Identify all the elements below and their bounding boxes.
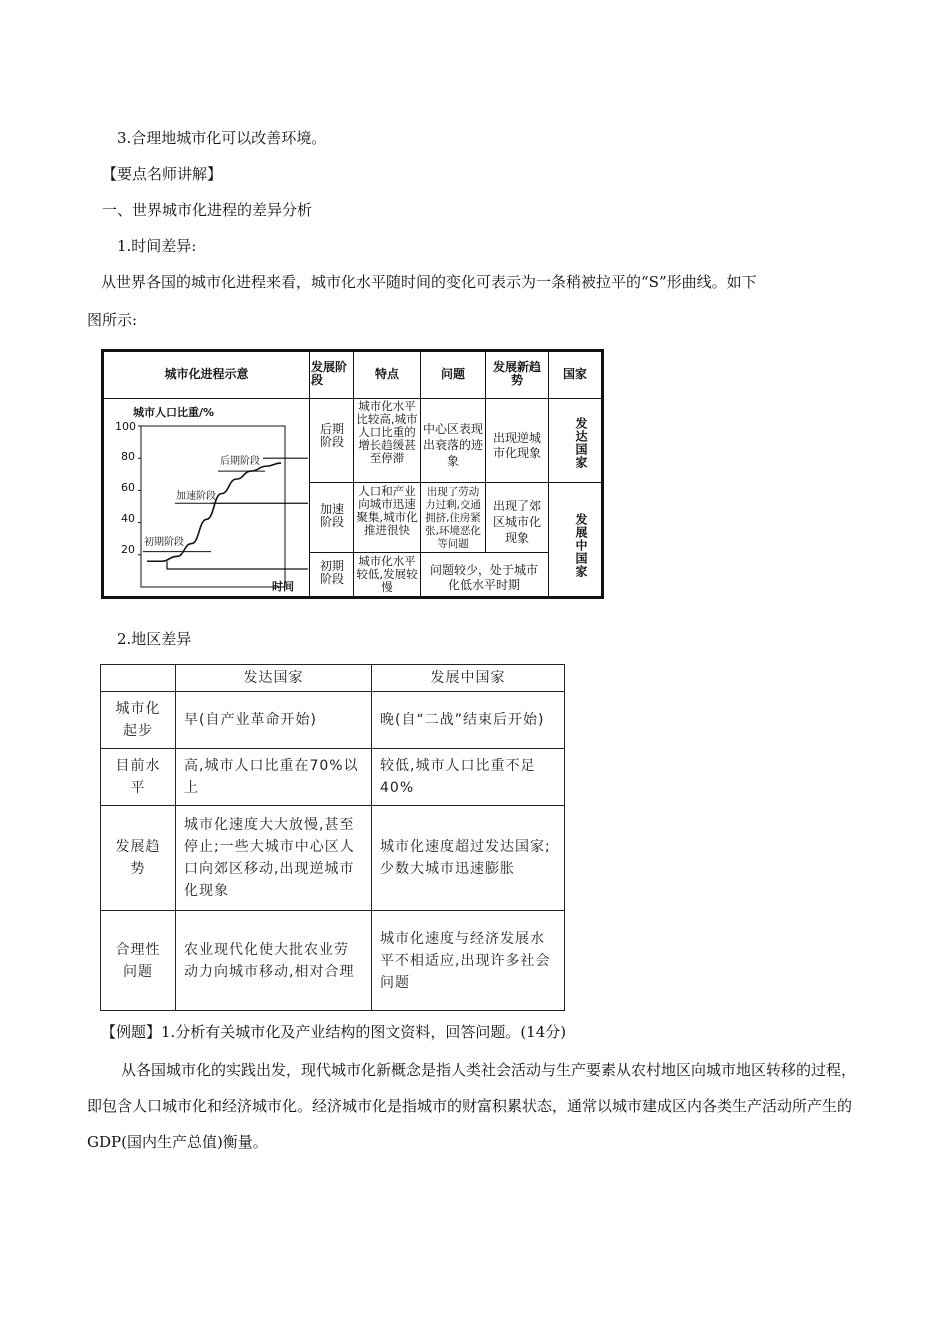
stage-early-text: 初期阶段 xyxy=(319,559,344,586)
table-row xyxy=(101,911,565,1011)
chart-xlabel: 时间 xyxy=(272,580,294,593)
stage-label-late: 后期阶段 xyxy=(220,456,260,467)
problem-late: 中心区表现出衰落的迹象 xyxy=(423,422,484,468)
ytick-label: 20 xyxy=(121,543,135,556)
row-label: 发展趋势 xyxy=(101,806,176,911)
ytick-label: 40 xyxy=(121,512,135,525)
subheading-region: 2.地区差异 xyxy=(117,630,192,648)
plot-frame xyxy=(141,426,285,587)
table-row xyxy=(101,692,565,749)
header-country: 国家 xyxy=(562,367,587,381)
cell-developing: 城市化速度超过发达国家;少数大城市迅速膨胀 xyxy=(372,806,565,911)
connector-early xyxy=(167,561,308,569)
subheading-time: 1.时间差异: xyxy=(117,237,197,255)
urbanization-figure xyxy=(101,349,604,599)
row-label: 城市化起步 xyxy=(101,692,176,749)
body-text: 从世界各国的城市化进程来看，城市化水平随时间的变化可表示为一条稍被拉平的“S”形曲线。如下 xyxy=(101,273,757,291)
stage-accel-text: 加速阶段 xyxy=(319,502,344,529)
ytick-label: 80 xyxy=(121,450,135,463)
feature-early: 城市化水平较低,发展较慢 xyxy=(356,554,418,594)
country-developing: 发展中国家 xyxy=(574,512,588,578)
header-developing: 发展中国家 xyxy=(372,665,565,692)
row-label: 合理性问题 xyxy=(101,911,176,1011)
body-text-cont: 图所示: xyxy=(87,311,138,329)
problem-early: 问题较少，处于城市化低水平时期 xyxy=(429,563,538,592)
ytick-label: 100 xyxy=(115,420,136,433)
cell-developed: 早(自产业革命开始) xyxy=(176,692,372,749)
cell-developed: 高,城市人口比重在70%以上 xyxy=(176,749,372,806)
cell-developing: 城市化速度与经济发展水平不相适应,出现许多社会问题 xyxy=(372,911,565,1011)
trend-accel: 出现了郊区城市化现象 xyxy=(492,499,541,545)
trend-late: 出现逆城市化现象 xyxy=(492,431,541,460)
problem-accel: 出现了劳动力过剩,交通拥挤,住房紧张,环境恶化等问题 xyxy=(425,486,481,550)
country-developed: 发达国家 xyxy=(574,417,588,469)
header-trend: 发展新趋势 xyxy=(493,360,542,387)
header-developed: 发达国家 xyxy=(176,665,372,692)
header-stage: 发展阶段 xyxy=(311,360,348,387)
cell-developing: 较低,城市人口比重不足40% xyxy=(372,749,565,806)
stage-early xyxy=(317,560,347,586)
example-paragraph: 从各国城市化的实践出发，现代城市化新概念是指人类社会活动与生产要素从农村地区向城市地区转移的过程，即包含人口城市化和经济城市化。经济城市化是指城市的财富积累状态，通常以城市建成区内各类生产活动所产生的GDP(国内生产总值)衡量。 xyxy=(87,1061,857,1151)
stage-late-text: 后期阶段 xyxy=(319,422,344,449)
table-corner xyxy=(101,665,176,692)
header-chart: 城市化进程示意 xyxy=(164,367,249,381)
header-problem: 问题 xyxy=(440,367,465,381)
table-header-row xyxy=(101,665,565,692)
chart-ylabel: 城市人口比重/% xyxy=(133,406,215,419)
section-heading: 【要点名师讲解】 xyxy=(102,165,223,183)
cell-developing: 晚(自“二战”结束后开始) xyxy=(372,692,565,749)
feature-accel: 人口和产业向城市迅速聚集,城市化推进很快 xyxy=(356,484,418,537)
row-label: 目前水平 xyxy=(101,749,176,806)
header-feature: 特点 xyxy=(374,367,399,381)
example-question: 【例题】1.分析有关城市化及产业结构的图文资料，回答问题。(14分) xyxy=(101,1023,567,1041)
text-line: 3.合理地城市化可以改善环境。 xyxy=(117,129,327,147)
subsection-heading: 一、世界城市化进程的差异分析 xyxy=(102,201,313,219)
table-row xyxy=(101,749,565,806)
cell-developed: 农业现代化使大批农业劳动力向城市移动,相对合理 xyxy=(176,911,372,1011)
ytick-label: 60 xyxy=(121,481,135,494)
stage-label-accel: 加速阶段 xyxy=(176,491,216,502)
stage-label-early: 初期阶段 xyxy=(144,537,184,548)
stage-late xyxy=(317,423,347,449)
feature-late: 城市化水平比较高,城市人口比重的增长趋缓甚至停滞 xyxy=(356,399,418,465)
stage-accel xyxy=(317,503,347,529)
region-table xyxy=(100,664,565,1011)
cell-developed: 城市化速度大大放慢,甚至停止;一些大城市中心区人口向郊区移动,出现逆城市化现象 xyxy=(176,806,372,911)
table-row xyxy=(101,806,565,911)
